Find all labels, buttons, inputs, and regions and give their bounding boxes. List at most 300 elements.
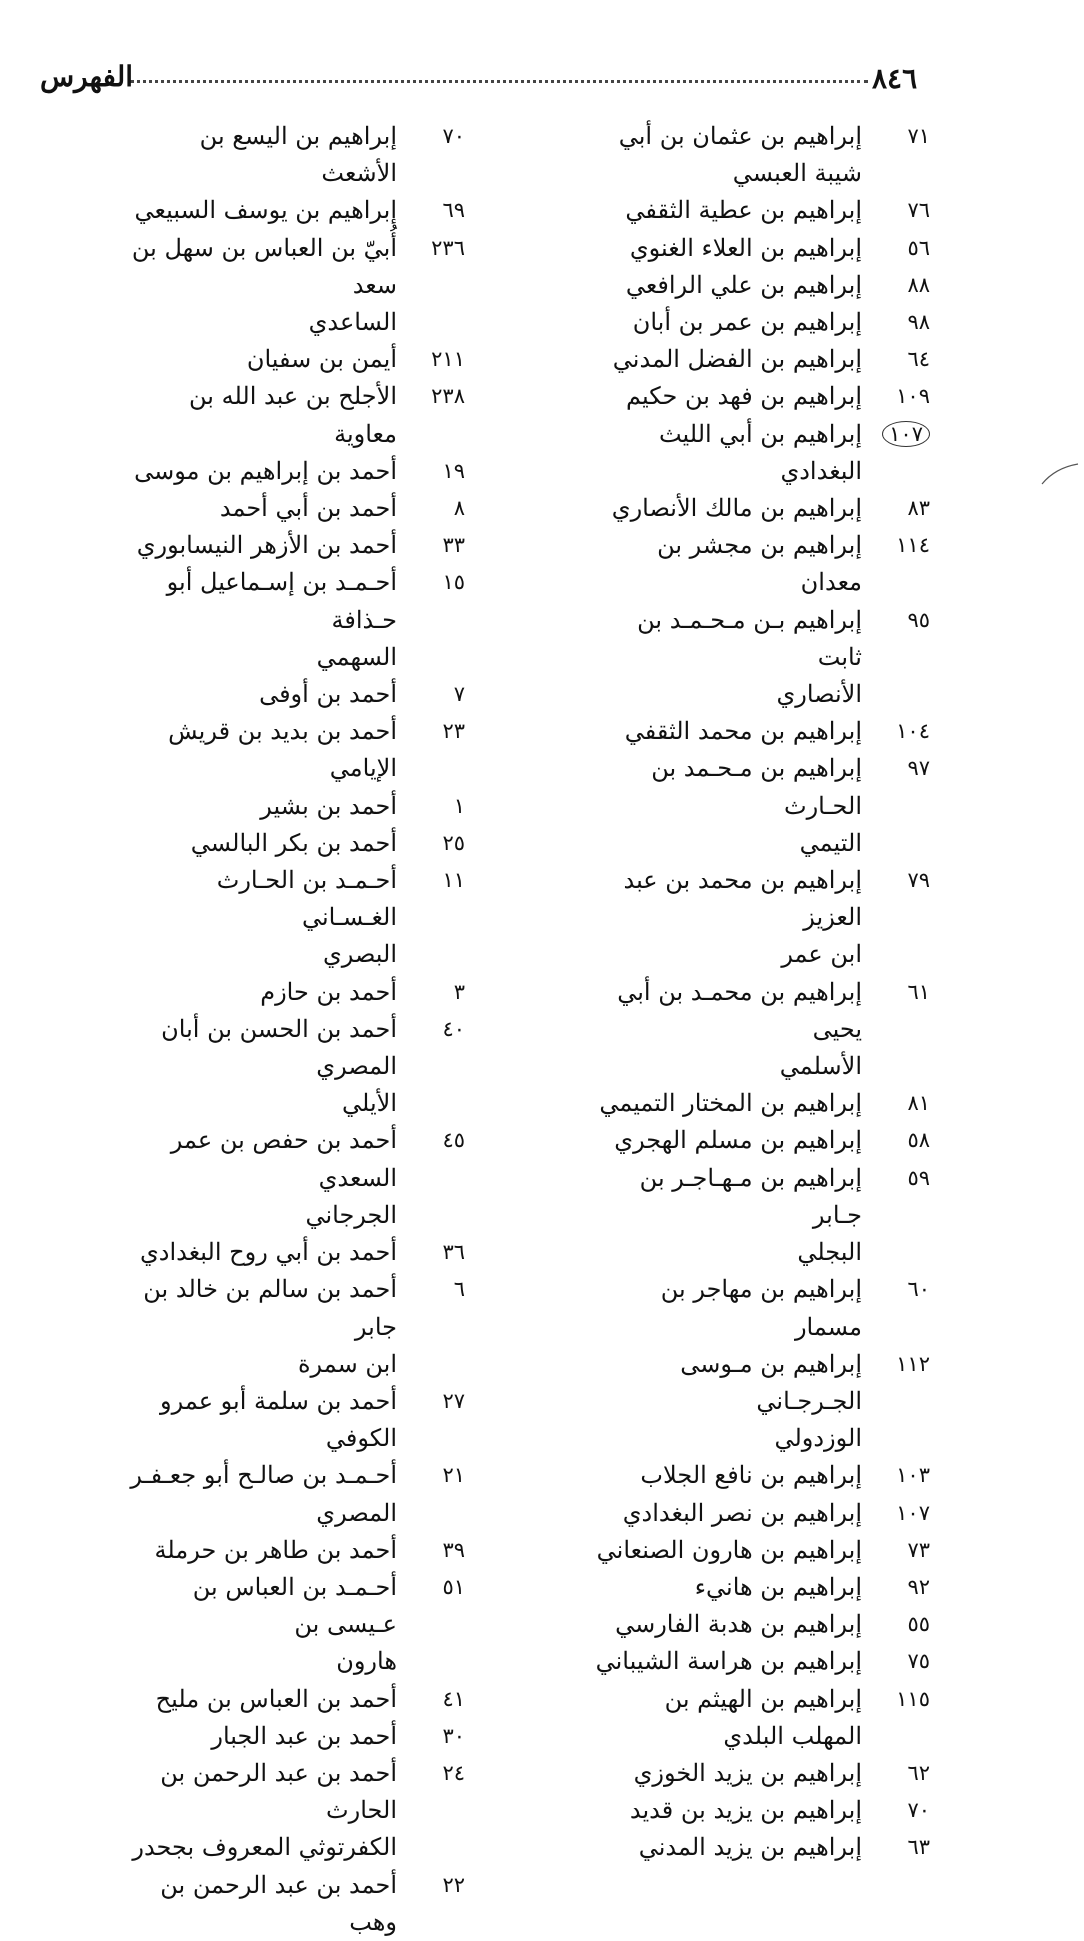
index-entry <box>590 527 930 601</box>
entry-number-text: ٦ <box>453 1277 465 1302</box>
entry-name-line: أحمد بن سلمة أبو عمرو الكوفي <box>159 1386 397 1453</box>
entry-name-line: أحمد بن بديد بن قريش الإيامي <box>168 717 397 783</box>
entry-number-text: ٦٤ <box>907 347 930 372</box>
entry-number-text: ٣٣ <box>442 533 465 558</box>
entry-number-text: ١٠٧ <box>882 421 930 447</box>
entry-name-line: إبراهيم بن مـوسى الجـرجـاني <box>680 1349 862 1415</box>
entry-number <box>870 267 930 304</box>
entry-number-text: ٧١ <box>907 124 930 148</box>
entry-number-text: ٣٦ <box>442 1240 465 1265</box>
entry-number-text: ٩٢ <box>907 1574 930 1599</box>
entry-number <box>405 118 465 155</box>
index-entry <box>125 713 465 787</box>
entry-name <box>590 341 870 378</box>
entry-number-text: ٤١ <box>442 1686 465 1711</box>
entry-name <box>125 825 405 862</box>
entry-name <box>125 1122 405 1234</box>
entry-number-text: ٣٩ <box>442 1537 465 1562</box>
entry-name <box>590 192 870 229</box>
entry-name <box>125 453 405 490</box>
index-entry <box>125 378 465 452</box>
index-entry <box>590 1346 930 1458</box>
entry-name <box>125 974 405 1011</box>
entry-name-line: المصري <box>316 1498 397 1527</box>
index-entry <box>590 1643 930 1680</box>
entry-name <box>590 1569 870 1606</box>
entry-name <box>125 713 405 787</box>
entry-number-text: ١١٢ <box>896 1351 930 1376</box>
entry-number <box>405 1122 465 1159</box>
entry-number-text: ٣ <box>453 979 465 1004</box>
entry-number <box>405 1457 465 1494</box>
entry-name-line: إبراهيم بن فهد بن حكيم <box>626 382 862 411</box>
entry-name <box>125 1532 405 1569</box>
entry-number <box>405 1755 465 1792</box>
entry-name <box>125 1718 405 1755</box>
entry-number <box>870 230 930 267</box>
entry-name-line: إبراهيم بن محمد بن عبد العزيز <box>623 866 862 932</box>
entry-number <box>870 304 930 341</box>
entry-name-line: أحمد بن الأزهر النيسابوري <box>136 531 397 560</box>
entry-number <box>870 416 930 453</box>
entry-name <box>125 378 405 452</box>
index-entry <box>590 1271 930 1345</box>
entry-name <box>125 1383 405 1457</box>
entry-number <box>870 1271 930 1308</box>
entry-name-line: إبراهيم بن علي الرافعي <box>625 270 862 299</box>
entry-name <box>125 490 405 527</box>
index-entry <box>590 118 930 192</box>
entry-number-text: ٢٥ <box>442 830 465 855</box>
entry-number-text: ١٩ <box>442 458 465 483</box>
index-column-right <box>590 118 930 1867</box>
entry-number <box>870 527 930 564</box>
entry-name-line: أحمد بن طاهر بن حرملة <box>154 1535 397 1564</box>
header-rule <box>130 80 868 83</box>
entry-name <box>590 230 870 267</box>
entry-name-line: الأنصاري <box>776 680 862 709</box>
index-entry <box>125 1234 465 1271</box>
index-entry <box>125 527 465 564</box>
entry-number <box>405 1718 465 1755</box>
entry-name-line: التيمي <box>799 828 862 857</box>
entry-name-line: إبراهيم بن عمر بن أبان <box>632 308 862 337</box>
entry-name <box>590 1532 870 1569</box>
entry-name-line: أحمد بن بشير <box>260 791 397 820</box>
entry-name <box>590 750 870 862</box>
entry-name-line: ابن سمرة <box>297 1349 397 1378</box>
index-entry <box>125 1755 465 1867</box>
entry-name-line: أحمد بن عبد الرحمن بن الحارث <box>160 1758 397 1825</box>
entry-name-line: أحمد بن أبي روح البغدادي <box>139 1238 397 1267</box>
entry-name-line: إبراهيم بن هراسة الشيباني <box>595 1647 862 1676</box>
index-entry <box>125 1718 465 1755</box>
index-entry <box>125 341 465 378</box>
entry-name-line: إبراهيم بن مهاجر بن مسمار <box>660 1275 862 1341</box>
entry-name <box>590 416 870 490</box>
entry-name <box>590 1755 870 1792</box>
entry-name-line: السهمي <box>316 642 397 671</box>
entry-name-line: أحـمـد بن إسـماعيل أبو حـذافة <box>166 568 397 634</box>
entry-number-text: ٤٠ <box>442 1016 465 1041</box>
entry-name <box>590 1792 870 1829</box>
entry-name-line: أحمد بن الحسن بن أبان المصري <box>161 1014 397 1081</box>
entry-number <box>870 118 930 155</box>
entry-number-text: ١١٤ <box>896 533 930 558</box>
entry-number <box>870 1346 930 1383</box>
index-entry <box>125 1457 465 1531</box>
index-entry <box>590 1495 930 1532</box>
entry-name-line: البجلي <box>797 1238 862 1267</box>
entry-number <box>405 564 465 601</box>
index-entry <box>125 1681 465 1718</box>
entry-number-text: ٦١ <box>907 979 930 1004</box>
index-entry <box>125 1383 465 1457</box>
entry-number <box>870 1085 930 1122</box>
entry-name-line: هارون <box>336 1647 397 1676</box>
entry-number <box>870 1160 930 1197</box>
index-entry <box>125 1271 465 1383</box>
entry-name <box>590 602 870 714</box>
index-entry <box>590 490 930 527</box>
entry-number <box>405 490 465 527</box>
entry-number-text: ١ <box>453 793 465 818</box>
entry-number <box>405 1234 465 1271</box>
entry-number <box>870 602 930 639</box>
entry-name <box>590 1346 870 1458</box>
entry-number-text: ٢٣٦ <box>431 235 465 260</box>
entry-name-line: الجرجاني <box>305 1200 397 1229</box>
entry-name-line: إبراهيم بن هارون الصنعاني <box>596 1535 862 1564</box>
entry-number-text: ٥٦ <box>907 235 930 260</box>
entry-name-line: إبراهيم بن مالك الأنصاري <box>611 494 862 523</box>
entry-name <box>125 1011 405 1123</box>
entry-number <box>405 713 465 750</box>
index-entry <box>125 1867 465 1941</box>
entry-name-line: أحمد بن حفص بن عمر السعدي <box>170 1126 397 1192</box>
entry-name-line: الأسلمي <box>779 1052 862 1081</box>
entry-name-line: إبراهيم بن اليسع بن الأشعث <box>199 122 397 188</box>
entry-number <box>405 230 465 267</box>
entry-name <box>125 341 405 378</box>
entry-name-line: إبراهيم بن المختار التميمي <box>599 1089 862 1118</box>
entry-name <box>125 676 405 713</box>
index-entry <box>590 192 930 229</box>
entry-name <box>590 378 870 415</box>
entry-number <box>870 862 930 899</box>
index-entry <box>125 1569 465 1681</box>
index-entry <box>590 1792 930 1829</box>
entry-number <box>405 825 465 862</box>
entry-number <box>870 1457 930 1494</box>
index-entry <box>125 825 465 862</box>
entry-name-line: إبراهيم بن محمـد بن أبي يحيى <box>617 977 862 1043</box>
entry-name-line: إبراهيم بن نافع الجلاب <box>640 1461 862 1490</box>
entry-name <box>590 1606 870 1643</box>
entry-number <box>870 1755 930 1792</box>
entry-number-text: ٨٣ <box>907 496 930 521</box>
entry-number-text: ٦٣ <box>907 1835 930 1860</box>
entry-number <box>405 378 465 415</box>
entry-number-text: ٧٦ <box>907 198 930 223</box>
index-entry <box>125 490 465 527</box>
entry-name-line: إبراهيم بن مـحـمد بن الحـارث <box>651 754 862 820</box>
entry-number-text: ٦٢ <box>907 1760 930 1785</box>
entry-number-text: ٥١ <box>442 1574 465 1599</box>
entry-name <box>590 713 870 750</box>
entry-name <box>590 1829 870 1866</box>
entry-number-text: ٢٢ <box>442 1872 465 1897</box>
entry-name-line: أحمد بن العباس بن مليح <box>155 1684 397 1713</box>
entry-name-line: أحمد بن حازم <box>260 977 397 1006</box>
index-entry <box>125 1122 465 1234</box>
entry-name-line: إبراهيم بن الفضل المدني <box>612 345 862 374</box>
index-entry <box>590 1532 930 1569</box>
entry-name-line: أحمد بن أبي أحمد <box>219 494 397 523</box>
index-entry <box>590 341 930 378</box>
entry-name <box>590 490 870 527</box>
entry-name <box>125 1271 405 1383</box>
entry-name-line: إبراهيم بن يزيد الخوزي <box>633 1758 862 1787</box>
entry-number <box>870 341 930 378</box>
entry-name-line: الأجلح بن عبد الله بن معاوية <box>189 382 397 448</box>
entry-number <box>870 1495 930 1532</box>
index-entry <box>590 1160 930 1272</box>
entry-name <box>125 527 405 564</box>
entry-name-line: إبراهيم بن أبي الليث البغدادي <box>658 419 862 485</box>
index-entry <box>590 304 930 341</box>
index-entry <box>590 602 930 714</box>
index-entry <box>125 192 465 229</box>
entry-name-line: إبراهيم بن عثمان بن أبي شيبة العبسي <box>618 122 862 188</box>
entry-number-text: ٤٥ <box>442 1128 465 1153</box>
entry-number <box>405 341 465 378</box>
entry-number-text: ٢٣ <box>442 719 465 744</box>
entry-name-line: الكفرتوثي المعروف بجحدر <box>132 1833 397 1862</box>
index-entry <box>125 862 465 974</box>
entry-number-text: ٨ <box>453 496 465 521</box>
entry-name-line: الأيلي <box>342 1089 397 1118</box>
entry-name-line: إبراهيم بن الهيثم بن المهلب البلدي <box>664 1684 862 1750</box>
entry-number-text: ٩٧ <box>907 756 930 781</box>
index-entry <box>590 750 930 862</box>
entry-number-text: ٥٥ <box>907 1612 930 1637</box>
entry-name <box>590 267 870 304</box>
entry-number <box>870 1532 930 1569</box>
index-entry <box>590 267 930 304</box>
entry-name-line: أيمن بن سفيان <box>246 345 397 374</box>
index-entry <box>125 230 465 342</box>
entry-number <box>405 974 465 1011</box>
entry-number <box>870 490 930 527</box>
entry-number-text: ٧٩ <box>907 868 930 893</box>
entry-number <box>405 788 465 825</box>
index-entry <box>125 676 465 713</box>
entry-name <box>125 564 405 676</box>
entry-number <box>870 750 930 787</box>
index-entry <box>590 1681 930 1755</box>
entry-name-line: أحـمـد بن صالـح أبو جعـفـر <box>130 1461 397 1490</box>
entry-number <box>405 1011 465 1048</box>
index-entry <box>590 1829 930 1866</box>
entry-name <box>125 1867 405 1941</box>
entry-number-text: ٧٠ <box>907 1798 930 1823</box>
page-number: ٨٤٦ <box>872 62 918 95</box>
page-title: الفهرس <box>40 60 134 93</box>
entry-name <box>590 304 870 341</box>
entry-number <box>405 1383 465 1420</box>
entry-name <box>590 862 870 974</box>
entry-name <box>125 1755 405 1867</box>
entry-name <box>590 1122 870 1159</box>
entry-name-line: أحمد بن سالم بن خالد بن جابر <box>143 1275 397 1341</box>
entry-number-text: ٥٨ <box>907 1128 930 1153</box>
entry-name-line: أحمد بن بكر البالسي <box>190 828 397 857</box>
entry-number-text: ٧٥ <box>907 1649 930 1674</box>
index-entry <box>590 974 930 1086</box>
entry-name <box>590 1271 870 1345</box>
entry-name <box>590 1643 870 1680</box>
entry-number <box>870 1606 930 1643</box>
index-entry <box>125 453 465 490</box>
entry-number-text: ٢٣٨ <box>431 384 465 409</box>
index-entry <box>590 1085 930 1122</box>
index-entry <box>125 974 465 1011</box>
entry-number <box>405 862 465 899</box>
entry-number-text: ٢٤ <box>442 1760 465 1785</box>
entry-number-text: ٣٠ <box>442 1723 465 1748</box>
entry-number <box>870 1569 930 1606</box>
entry-number-text: ٧٣ <box>907 1537 930 1562</box>
entry-name <box>125 1234 405 1271</box>
entry-name-line: الساعدي <box>308 308 397 337</box>
entry-name-line: إبراهيم بن يزيد المدني <box>638 1833 862 1862</box>
entry-number-text: ٨١ <box>907 1091 930 1116</box>
entry-name-line: إبراهيم بن مجشر بن معدان <box>657 531 862 597</box>
index-entry <box>125 564 465 676</box>
index-column-left <box>125 118 465 1941</box>
entry-number <box>405 453 465 490</box>
entry-name-line: إبراهيم بن العلاء الغنوي <box>629 233 862 262</box>
entry-name-line: أُبيّ بن العباس بن سهل بن سعد <box>131 233 397 299</box>
entry-name <box>125 862 405 974</box>
entry-name-line: إبراهيم بن هدبة الفارسي <box>615 1610 862 1639</box>
pen-mark-icon <box>1040 460 1080 490</box>
entry-number-text: ٧ <box>453 682 465 707</box>
entry-number-text: ٢١ <box>442 1463 465 1488</box>
entry-name <box>125 788 405 825</box>
entry-name-line: إبراهيم بن عطية الثقفي <box>625 196 862 225</box>
entry-name <box>125 1681 405 1718</box>
entry-number-text: ٢١١ <box>431 347 465 372</box>
entry-name <box>590 1085 870 1122</box>
entry-number <box>870 1829 930 1866</box>
entry-name-line: أحمد بن عبد الجبار <box>211 1721 397 1750</box>
entry-number-text: ١١٥ <box>896 1686 930 1711</box>
entry-number <box>870 1792 930 1829</box>
entry-number-text: ٦٠ <box>907 1277 930 1302</box>
entry-name <box>590 1681 870 1755</box>
entry-number-text: ١٠٩ <box>896 384 930 409</box>
entry-number-text: ١٠٣ <box>896 1463 930 1488</box>
index-entry <box>590 230 930 267</box>
entry-number-text: ٦٩ <box>442 198 465 223</box>
index-entry <box>590 416 930 490</box>
index-entry <box>590 378 930 415</box>
index-entry <box>125 118 465 192</box>
entry-number <box>870 1643 930 1680</box>
entry-number <box>870 974 930 1011</box>
entry-number <box>870 1122 930 1159</box>
entry-name <box>590 1457 870 1494</box>
index-entry <box>590 1122 930 1159</box>
entry-number-text: ١٥ <box>442 570 465 595</box>
index-entry <box>590 1457 930 1494</box>
entry-number <box>405 1271 465 1308</box>
entry-name-line: إبراهيم بن هانيء <box>694 1572 862 1601</box>
entry-number <box>405 1569 465 1606</box>
entry-name <box>125 192 405 229</box>
entry-number <box>870 192 930 229</box>
entry-name <box>125 1457 405 1531</box>
entry-number <box>405 192 465 229</box>
entry-name-line: البصري <box>322 940 397 969</box>
entry-name-line: ابن عمر <box>781 940 862 969</box>
entry-number-text: ٩٨ <box>907 310 930 335</box>
entry-name-line: إبراهيم بـن مـحـمـد بن ثابت <box>637 605 862 671</box>
entry-number <box>405 1867 465 1904</box>
index-entry <box>590 1606 930 1643</box>
entry-number <box>405 1532 465 1569</box>
entry-name-line: إبراهيم بن يوسف السبيعي <box>134 196 397 225</box>
entry-number <box>870 378 930 415</box>
entry-name <box>125 230 405 342</box>
entry-name-line: إبراهيم بن مسلم الهجري <box>614 1126 862 1155</box>
index-entry <box>125 1011 465 1123</box>
entry-name-line: أحمد بن عبد الرحمن بن وهب <box>160 1870 397 1936</box>
entry-name-line: أحـمـد بن العباس بن عـيسى بن <box>192 1572 397 1639</box>
entry-name <box>590 527 870 601</box>
entry-number-text: ٧٠ <box>442 124 465 148</box>
entry-name <box>125 118 405 192</box>
index-entry <box>590 1569 930 1606</box>
entry-name <box>590 974 870 1086</box>
entry-number-text: ٢٧ <box>442 1388 465 1413</box>
entry-number-text: ١٠٤ <box>896 719 930 744</box>
entry-name-line: أحمد بن إبراهيم بن موسى <box>134 456 397 485</box>
index-entry <box>590 1755 930 1792</box>
entry-number-text: ٨٨ <box>907 272 930 297</box>
entry-number <box>405 1681 465 1718</box>
index-entry <box>125 1532 465 1569</box>
entry-name-line: أحمد بن أوفى <box>259 680 397 709</box>
entry-name-line: أحـمـد بن الحـارث الغـسـاني <box>216 866 397 932</box>
entry-number-text: ١١ <box>442 868 465 893</box>
entry-name-line: إبراهيم بن مـهـاجـر بن جـابر <box>639 1163 862 1229</box>
index-entry <box>590 713 930 750</box>
entry-name-line: إبراهيم بن نصر البغدادي <box>622 1498 862 1527</box>
index-entry <box>590 862 930 974</box>
entry-number <box>870 713 930 750</box>
entry-name-line: إبراهيم بن محمد الثقفي <box>624 717 862 746</box>
entry-number <box>870 1681 930 1718</box>
entry-number-text: ١٠٧ <box>896 1500 930 1525</box>
entry-number-text: ٥٩ <box>907 1165 930 1190</box>
entry-name <box>590 1160 870 1272</box>
entry-number <box>405 527 465 564</box>
entry-name <box>125 1569 405 1681</box>
entry-name-line: الوزدولي <box>774 1424 862 1453</box>
